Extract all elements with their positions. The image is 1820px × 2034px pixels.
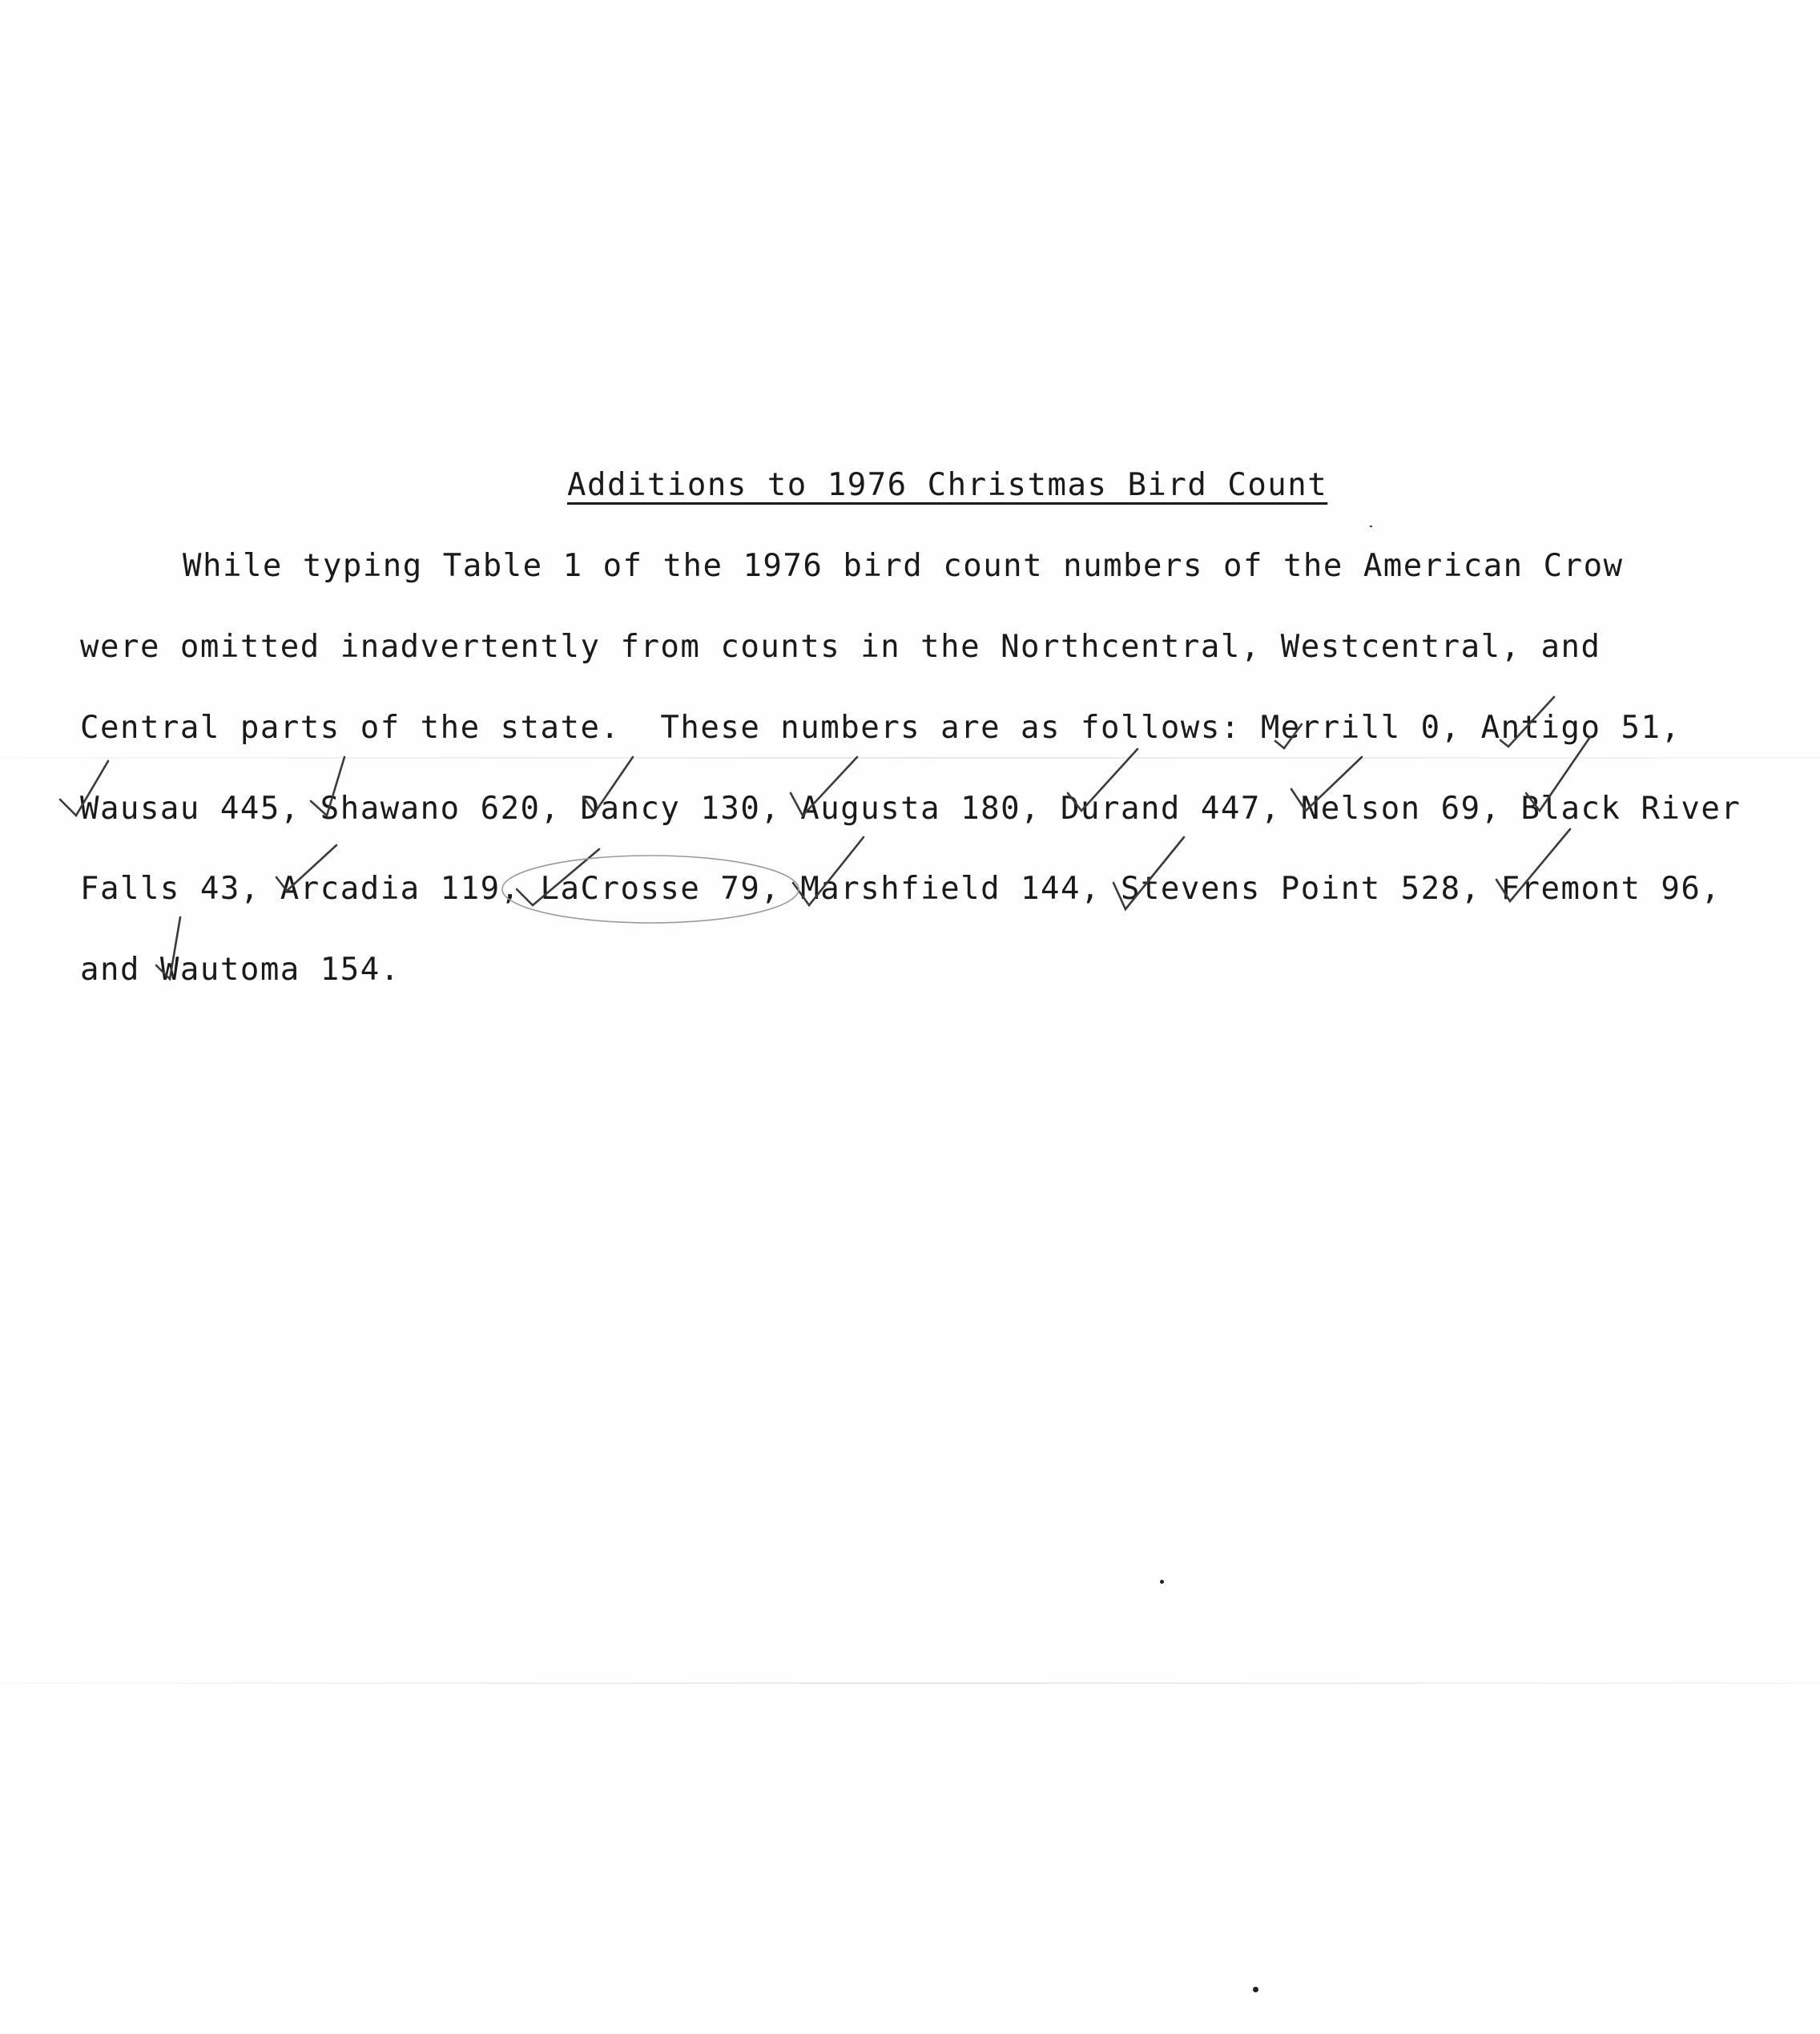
- paragraph-line-2: were omitted inadvertently from counts in the Northcentral, Westcentral, and: [80, 629, 1601, 665]
- paragraph-line-4: Wausau 445, Shawano 620, Dancy 130, Augusta 180, Durand 447, Nelson 69, Black River: [80, 791, 1741, 827]
- paragraph-line-1: While typing Table 1 of the 1976 bird count numbers of the American Crow: [183, 548, 1624, 584]
- paper-fold-line: [0, 757, 1820, 759]
- paragraph-line-6: and Wautoma 154.: [80, 952, 401, 988]
- paper-fold-line: [0, 1682, 1820, 1684]
- paper-speck: [1160, 1580, 1164, 1584]
- paper-speck: [1253, 1987, 1258, 1992]
- paragraph-line-3: Central parts of the state. These numbers are as follows: Merrill 0, Antigo 51,: [80, 710, 1681, 746]
- document-title: Additions to 1976 Christmas Bird Count: [567, 467, 1328, 503]
- paragraph-line-5: Falls 43, Arcadia 119, LaCrosse 79, Marshfield 144, Stevens Point 528, Fremont 96,: [80, 871, 1721, 907]
- paper-speck: [1370, 526, 1372, 527]
